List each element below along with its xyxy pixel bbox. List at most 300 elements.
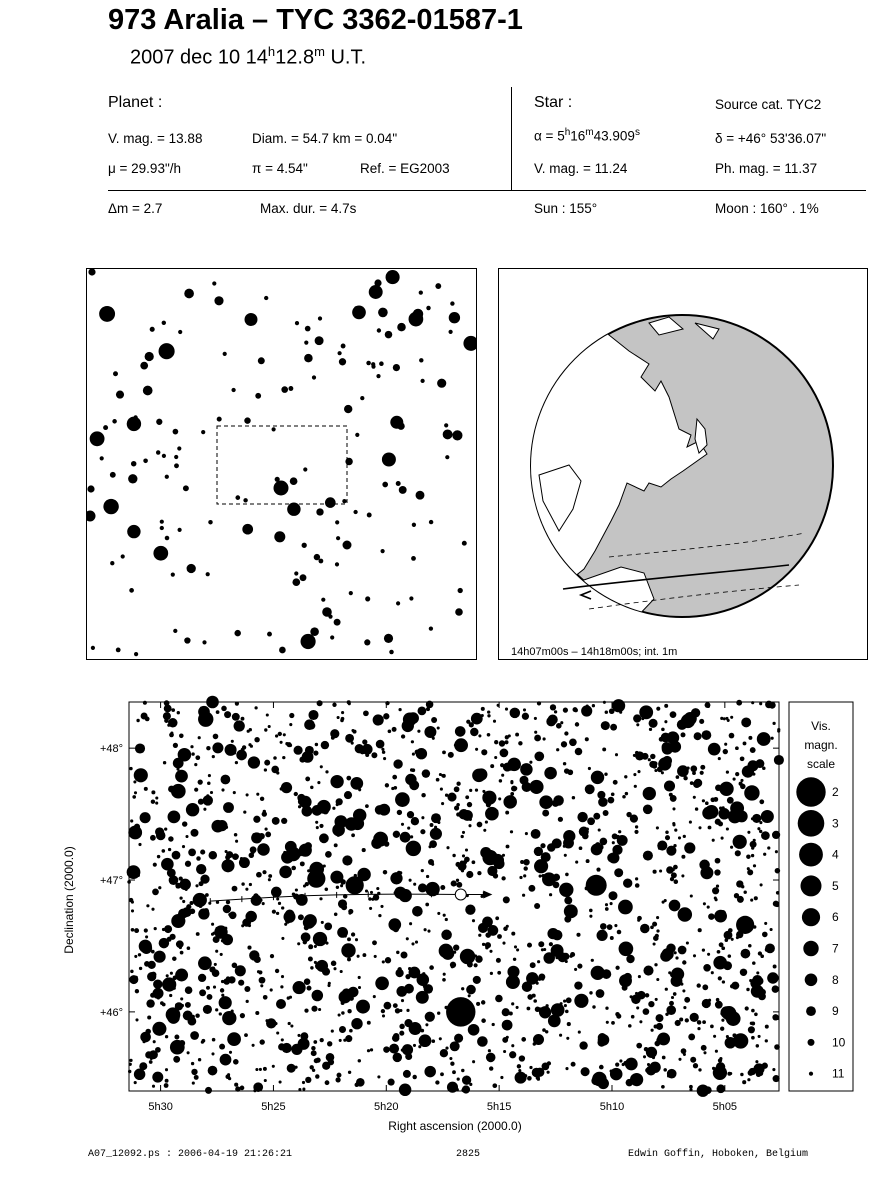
field-star: [736, 880, 743, 887]
field-star: [523, 859, 530, 866]
finder-star: [444, 423, 448, 427]
field-star: [351, 817, 364, 830]
field-star: [281, 782, 292, 793]
field-star: [586, 859, 590, 863]
field-star: [320, 765, 323, 768]
field-star: [369, 907, 372, 910]
field-star: [213, 986, 216, 989]
legend-magnitude-dot: [808, 1039, 815, 1046]
field-star: [619, 711, 622, 714]
field-star: [170, 732, 173, 735]
field-star: [206, 794, 209, 797]
field-star: [564, 731, 568, 735]
field-star: [747, 1078, 750, 1081]
field-star: [378, 914, 381, 917]
delta-magnitude: Δm = 2.7: [108, 201, 163, 216]
field-star: [623, 879, 632, 888]
field-star: [527, 1076, 532, 1081]
field-star: [505, 708, 508, 711]
field-star: [200, 850, 205, 855]
field-star: [560, 1002, 563, 1005]
field-star: [412, 906, 423, 917]
field-star: [246, 793, 249, 796]
field-star: [579, 1041, 587, 1049]
info-divider-horizontal: [108, 190, 866, 191]
x-tick-label: 5h10: [599, 1101, 625, 1113]
field-star: [770, 928, 773, 931]
field-star: [216, 710, 220, 714]
finder-star: [300, 574, 307, 581]
field-star: [442, 751, 446, 755]
finder-star: [272, 427, 276, 431]
field-star: [445, 918, 448, 921]
field-star: [637, 919, 640, 922]
globe-svg: [499, 269, 867, 659]
field-star: [610, 1068, 623, 1081]
field-star: [765, 1039, 768, 1042]
field-star: [155, 796, 158, 799]
field-star: [703, 902, 706, 905]
field-star: [129, 975, 138, 984]
field-star: [232, 713, 240, 721]
field-star: [341, 1011, 344, 1014]
field-star: [348, 1071, 351, 1074]
field-star: [170, 934, 176, 940]
field-star: [345, 734, 354, 743]
field-star: [461, 835, 464, 838]
field-star: [492, 1023, 495, 1026]
field-star: [468, 1024, 480, 1036]
finder-star: [165, 475, 169, 479]
field-star: [725, 938, 729, 942]
field-star: [598, 828, 601, 831]
field-star: [341, 904, 347, 910]
field-star: [448, 752, 454, 758]
finder-star: [110, 472, 116, 478]
field-star: [667, 1069, 677, 1079]
finder-star: [127, 525, 140, 538]
star-declination: δ = +46° 53'36.07": [715, 131, 827, 146]
field-star: [375, 976, 389, 990]
field-star: [466, 871, 473, 878]
field-star: [204, 908, 209, 913]
field-star: [726, 771, 729, 774]
field-star: [604, 772, 607, 775]
field-star: [510, 830, 513, 833]
field-star: [281, 851, 294, 864]
field-star: [610, 936, 614, 940]
field-star: [611, 1021, 615, 1025]
finder-star: [397, 323, 406, 332]
field-star: [384, 841, 390, 847]
finder-star: [201, 430, 205, 434]
field-star: [750, 841, 757, 848]
field-star: [666, 1005, 676, 1015]
finder-star: [371, 365, 375, 369]
field-star: [351, 833, 355, 837]
field-star: [409, 879, 412, 882]
field-star: [619, 1059, 622, 1062]
finder-star: [305, 326, 311, 332]
field-star: [705, 801, 709, 805]
field-star: [195, 1013, 199, 1017]
field-star: [586, 705, 589, 708]
field-star: [352, 730, 356, 734]
field-star: [555, 956, 559, 960]
field-star: [209, 851, 218, 860]
field-star: [527, 1007, 531, 1011]
field-star: [308, 710, 318, 720]
field-star: [687, 767, 690, 770]
finder-star: [376, 374, 380, 378]
field-star: [384, 1002, 392, 1010]
field-star: [708, 913, 714, 919]
field-star: [597, 930, 608, 941]
field-star: [625, 792, 628, 795]
field-star: [527, 943, 532, 948]
field-star: [220, 820, 225, 825]
field-star: [775, 850, 778, 853]
bright-star: [161, 858, 174, 871]
finder-star: [312, 375, 316, 379]
field-star: [564, 854, 567, 857]
field-star: [549, 893, 552, 896]
field-star: [450, 962, 456, 968]
field-star: [255, 1068, 258, 1071]
field-star: [718, 1058, 722, 1062]
field-star: [591, 1076, 600, 1085]
field-star: [185, 861, 191, 867]
field-star: [565, 873, 569, 877]
field-star: [567, 769, 573, 775]
field-star: [155, 827, 164, 836]
field-star: [134, 928, 139, 933]
finder-star: [173, 429, 179, 435]
field-star: [542, 810, 549, 817]
field-star: [670, 877, 674, 881]
field-star: [543, 948, 546, 951]
field-star: [697, 1027, 700, 1030]
field-star: [497, 934, 502, 939]
field-star: [605, 710, 608, 713]
field-star: [674, 829, 677, 832]
finder-bright-star: [455, 608, 463, 616]
field-star: [291, 1044, 302, 1055]
field-star: [542, 1028, 546, 1032]
field-star: [358, 1059, 361, 1062]
field-star: [610, 1070, 613, 1073]
y-tick-label: +47°: [99, 875, 123, 888]
field-star: [502, 1020, 513, 1031]
field-star: [538, 852, 541, 855]
field-star: [302, 751, 314, 763]
field-star: [335, 1077, 340, 1082]
field-star: [289, 723, 292, 726]
field-star: [362, 953, 366, 957]
field-star: [303, 884, 306, 887]
field-star: [661, 1085, 665, 1089]
field-star: [712, 1067, 715, 1070]
finder-star: [178, 528, 182, 532]
field-star: [131, 928, 135, 932]
field-star: [139, 940, 152, 953]
field-star: [503, 795, 517, 809]
field-star: [254, 706, 257, 709]
field-star: [263, 810, 266, 813]
field-star: [282, 756, 285, 759]
field-star: [131, 901, 134, 904]
field-star: [675, 1020, 681, 1026]
field-star: [139, 967, 142, 970]
field-star: [313, 932, 327, 946]
field-star: [251, 895, 262, 906]
field-star: [172, 851, 181, 860]
field-star: [211, 923, 214, 926]
legend-title-line: magn.: [804, 738, 838, 752]
field-star: [385, 957, 391, 963]
field-star: [482, 943, 485, 946]
ra-second-unit: s: [634, 127, 640, 138]
field-star: [539, 875, 542, 878]
field-star: [152, 1085, 155, 1088]
field-star: [232, 963, 238, 969]
field-star: [332, 824, 345, 837]
field-star: [661, 728, 665, 732]
field-star: [697, 1020, 702, 1025]
field-star: [721, 837, 724, 840]
field-star: [174, 1035, 179, 1040]
field-star: [153, 1040, 156, 1043]
field-star: [468, 824, 471, 827]
field-star: [715, 1001, 723, 1009]
field-star: [656, 929, 659, 932]
field-star: [596, 868, 600, 872]
field-star: [231, 1009, 234, 1012]
field-star: [506, 845, 510, 849]
field-star: [615, 1062, 619, 1066]
field-star: [170, 1040, 185, 1055]
finder-star: [304, 341, 308, 345]
field-star: [303, 916, 316, 929]
field-star: [334, 843, 338, 847]
field-star: [600, 838, 608, 846]
field-star: [599, 801, 604, 806]
field-star: [138, 953, 141, 956]
field-star: [613, 780, 618, 785]
field-star: [299, 853, 302, 856]
field-star: [164, 827, 167, 830]
field-star: [321, 741, 329, 749]
field-star: [736, 936, 739, 939]
field-star: [134, 824, 140, 830]
moon-elongation: Moon : 160° . 1%: [715, 201, 819, 216]
field-star: [162, 1003, 166, 1007]
field-star: [756, 971, 759, 974]
finder-star: [342, 499, 346, 503]
shadow-path-arrow: [581, 591, 591, 599]
field-star: [688, 1033, 695, 1040]
finder-star: [292, 578, 300, 586]
field-star: [191, 752, 194, 755]
field-star: [773, 965, 777, 969]
legend-magnitude-label: 8: [832, 972, 839, 987]
field-star: [742, 1080, 746, 1084]
field-star: [692, 771, 696, 775]
finder-star: [202, 640, 206, 644]
field-star: [618, 900, 633, 915]
field-star: [164, 700, 170, 706]
field-star: [741, 949, 751, 959]
field-star: [759, 799, 764, 804]
field-star: [577, 964, 582, 969]
finder-star: [217, 417, 222, 422]
field-star: [535, 1068, 544, 1077]
field-star: [577, 812, 587, 822]
field-star: [680, 983, 683, 986]
field-star: [574, 981, 582, 989]
field-star: [726, 827, 729, 830]
field-star: [485, 807, 499, 821]
field-star: [599, 1065, 604, 1070]
field-star: [624, 775, 627, 778]
field-star: [602, 747, 606, 751]
field-star: [281, 1038, 284, 1041]
globe-caption: 14h07m00s – 14h18m00s; int. 1m: [511, 646, 678, 658]
field-star: [664, 780, 675, 791]
field-star: [411, 740, 414, 743]
field-star: [221, 994, 224, 997]
field-star: [501, 876, 505, 880]
field-star: [598, 844, 604, 850]
field-star: [240, 857, 243, 860]
field-star: [559, 883, 573, 897]
finder-star: [318, 316, 322, 320]
field-star: [336, 798, 343, 805]
field-star: [163, 761, 166, 764]
field-star: [399, 1031, 404, 1036]
field-star: [393, 1003, 398, 1008]
field-star: [569, 738, 577, 746]
field-star: [673, 865, 678, 870]
field-star: [546, 717, 556, 727]
field-star: [136, 719, 139, 722]
field-star: [377, 1075, 380, 1078]
field-star: [287, 742, 292, 747]
field-star: [202, 1039, 206, 1043]
field-star: [746, 988, 749, 991]
bright-star: [460, 949, 475, 964]
finder-star: [302, 543, 307, 548]
field-star: [339, 1026, 346, 1033]
field-star: [534, 751, 544, 761]
field-star: [199, 989, 206, 996]
field-star: [537, 960, 540, 963]
field-star: [439, 773, 442, 776]
field-star: [440, 1049, 448, 1057]
finder-star: [267, 632, 272, 637]
finder-star: [315, 336, 324, 345]
field-star: [451, 880, 457, 886]
field-star: [360, 749, 365, 754]
field-star: [135, 743, 145, 753]
planet-reference: Ref. = EG2003: [360, 161, 450, 176]
finder-star: [160, 526, 164, 530]
field-star: [222, 1011, 236, 1025]
field-star: [319, 833, 329, 843]
field-star: [669, 900, 681, 912]
field-star: [131, 909, 134, 912]
field-star: [677, 720, 687, 730]
field-star: [212, 755, 215, 758]
field-star: [754, 1013, 758, 1017]
field-star: [291, 866, 296, 871]
field-star: [241, 882, 244, 885]
field-star: [501, 774, 504, 777]
field-star: [671, 996, 674, 999]
field-star: [698, 1068, 701, 1071]
field-star: [134, 1069, 145, 1080]
finder-bright-star: [374, 279, 381, 286]
info-divider-vertical: [511, 87, 512, 190]
field-star: [559, 1034, 562, 1037]
field-star: [426, 884, 435, 893]
field-star: [710, 797, 715, 802]
finder-star: [162, 321, 166, 325]
field-star: [240, 1086, 245, 1091]
field-star: [274, 1022, 277, 1025]
field-star: [132, 872, 135, 875]
field-star: [707, 906, 710, 909]
field-star: [776, 904, 779, 907]
field-star: [701, 1045, 707, 1051]
field-star: [475, 789, 478, 792]
field-star: [192, 1082, 195, 1085]
field-star: [721, 1019, 724, 1022]
field-star: [572, 796, 575, 799]
field-star: [750, 978, 761, 989]
field-star: [637, 770, 640, 773]
finder-star: [336, 536, 340, 540]
field-star: [556, 748, 559, 751]
field-star: [621, 944, 630, 953]
field-star: [221, 980, 224, 983]
field-star: [132, 795, 136, 799]
field-star: [307, 986, 312, 991]
field-star: [265, 828, 268, 831]
field-star: [171, 708, 175, 712]
field-star: [325, 888, 329, 892]
field-star: [393, 759, 402, 768]
field-star: [373, 995, 376, 998]
field-star: [534, 859, 548, 873]
field-star: [138, 843, 141, 846]
field-star: [658, 757, 671, 770]
field-star: [400, 951, 407, 958]
field-star: [646, 972, 649, 975]
field-star: [549, 942, 553, 946]
field-star: [755, 759, 764, 768]
finder-star: [389, 650, 394, 655]
field-star: [643, 805, 653, 815]
finder-star: [377, 328, 381, 332]
field-star: [602, 969, 612, 979]
field-star: [740, 969, 747, 976]
field-star: [485, 942, 491, 948]
field-star: [575, 722, 579, 726]
legend-magnitude-dot: [798, 810, 825, 837]
field-star: [224, 711, 231, 718]
finder-star: [334, 619, 341, 626]
